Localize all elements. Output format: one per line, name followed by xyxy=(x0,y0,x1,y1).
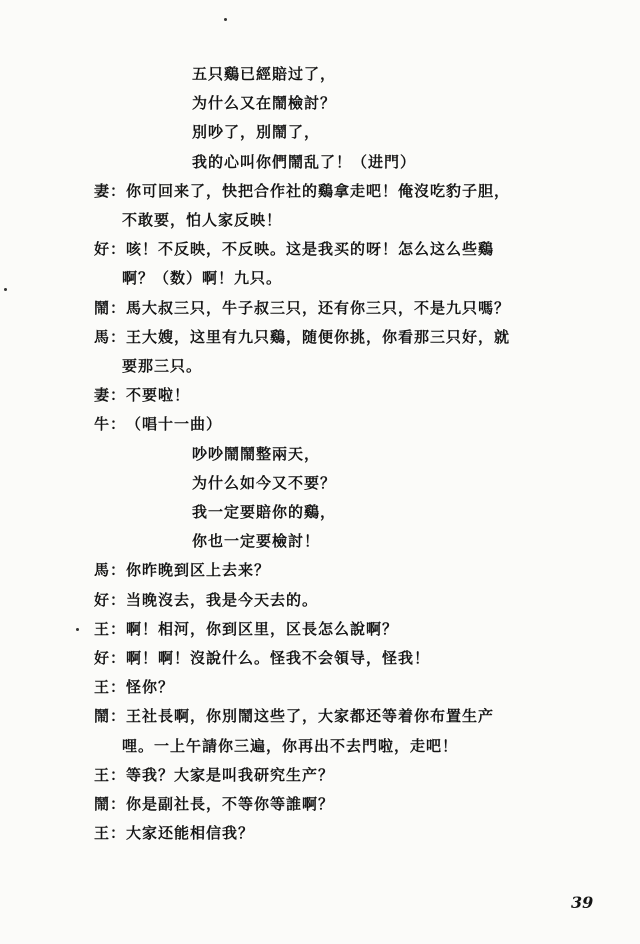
line-text: 为什么又在鬧檢討？ xyxy=(192,94,337,112)
verse-line xyxy=(192,473,336,493)
ink-speck xyxy=(76,628,79,631)
line-text: 怪你？ xyxy=(126,678,175,696)
dialog-continuation xyxy=(122,268,282,288)
speaker-label: 王： xyxy=(94,766,127,784)
line-text: 我一定要賠你的鷄， xyxy=(192,503,337,521)
verse-line xyxy=(192,502,336,522)
speaker-label: 王： xyxy=(94,620,127,638)
verse-line xyxy=(192,93,336,113)
line-text: 哩。一上午請你三遍，你再出不去門啦，走吧！ xyxy=(122,737,459,755)
line-text: 啊！啊！沒說什么。怪我不会領导，怪我！ xyxy=(126,649,431,667)
speaker-label: 鬧： xyxy=(94,795,127,813)
line-text: 要那三只。 xyxy=(122,357,203,375)
line-text: 五只鷄已經賠过了， xyxy=(192,65,337,83)
ink-speck xyxy=(4,288,7,291)
dialog-line xyxy=(94,590,318,610)
line-text: 为什么如今又不要？ xyxy=(192,474,337,492)
line-text: 当晚沒去，我是今天去的。 xyxy=(126,591,319,609)
ink-speck xyxy=(224,18,227,21)
line-text: 等我？大家是叫我研究生产？ xyxy=(126,766,335,784)
speaker-label: 馬： xyxy=(94,561,127,579)
dialog-line xyxy=(94,385,190,405)
dialog-line xyxy=(94,239,494,259)
speaker-label: 馬： xyxy=(94,328,127,346)
line-text: 咳！不反映，不反映。这是我买的呀！怎么这么些鷄 xyxy=(126,240,495,258)
dialog-line xyxy=(94,414,222,434)
dialog-continuation xyxy=(122,210,282,230)
verse-line xyxy=(192,444,320,464)
dialog-line xyxy=(94,181,510,201)
dialog-line xyxy=(94,765,334,785)
line-text: 不要啦！ xyxy=(126,386,191,404)
line-text: 你也一定要檢討！ xyxy=(192,532,321,550)
dialog-line xyxy=(94,823,254,843)
line-text: （唱十一曲） xyxy=(126,415,223,433)
speaker-label: 鬧： xyxy=(94,299,127,317)
line-text: 別吵了，別鬧了， xyxy=(192,123,321,141)
dialog-line xyxy=(94,794,334,814)
speaker-label: 妻： xyxy=(94,386,127,404)
line-text: 大家还能相信我？ xyxy=(126,824,255,842)
speaker-label: 好： xyxy=(94,649,127,667)
speaker-label: 好： xyxy=(94,591,127,609)
speaker-label: 妻： xyxy=(94,182,127,200)
line-text: 不敢要，怕人家反映！ xyxy=(122,211,283,229)
dialog-line xyxy=(94,327,510,347)
verse-line xyxy=(192,122,320,142)
speaker-label: 王： xyxy=(94,824,127,842)
page-number: 39 xyxy=(571,893,594,912)
dialog-line xyxy=(94,677,174,697)
dialog-continuation xyxy=(122,736,458,756)
line-text: 啊？（数）啊！九只。 xyxy=(122,269,283,287)
line-text: 你可回来了，快把合作社的鷄拿走吧！俺沒吃豹子胆， xyxy=(126,182,511,200)
verse-line xyxy=(192,531,320,551)
dialog-continuation xyxy=(122,356,202,376)
line-text: 你昨晚到区上去来？ xyxy=(126,561,271,579)
speaker-label: 好： xyxy=(94,240,127,258)
line-text: 吵吵鬧鬧整兩天， xyxy=(192,445,321,463)
speaker-label: 王： xyxy=(94,678,127,696)
line-text: 你是副社長，不等你等誰啊？ xyxy=(126,795,335,813)
dialog-line xyxy=(94,298,510,318)
dialog-line xyxy=(94,619,398,639)
dialog-line xyxy=(94,648,430,668)
line-text: 王大嫂，这里有九只鷄，随便你挑，你看那三只好，就 xyxy=(126,328,511,346)
line-text: 馬大叔三只，牛子叔三只，还有你三只，不是九只嗎？ xyxy=(126,299,511,317)
verse-line xyxy=(192,64,336,84)
line-text: 啊！相河，你到区里，区長怎么說啊？ xyxy=(126,620,399,638)
speaker-label: 牛： xyxy=(94,415,127,433)
verse-line xyxy=(192,152,416,172)
dialog-line xyxy=(94,706,494,726)
line-text: 我的心叫你們鬧乱了！（进門） xyxy=(192,153,417,171)
line-text: 王社長啊，你別鬧这些了，大家都还等着你布置生产 xyxy=(126,707,495,725)
speaker-label: 鬧： xyxy=(94,707,127,725)
dialog-line xyxy=(94,560,270,580)
